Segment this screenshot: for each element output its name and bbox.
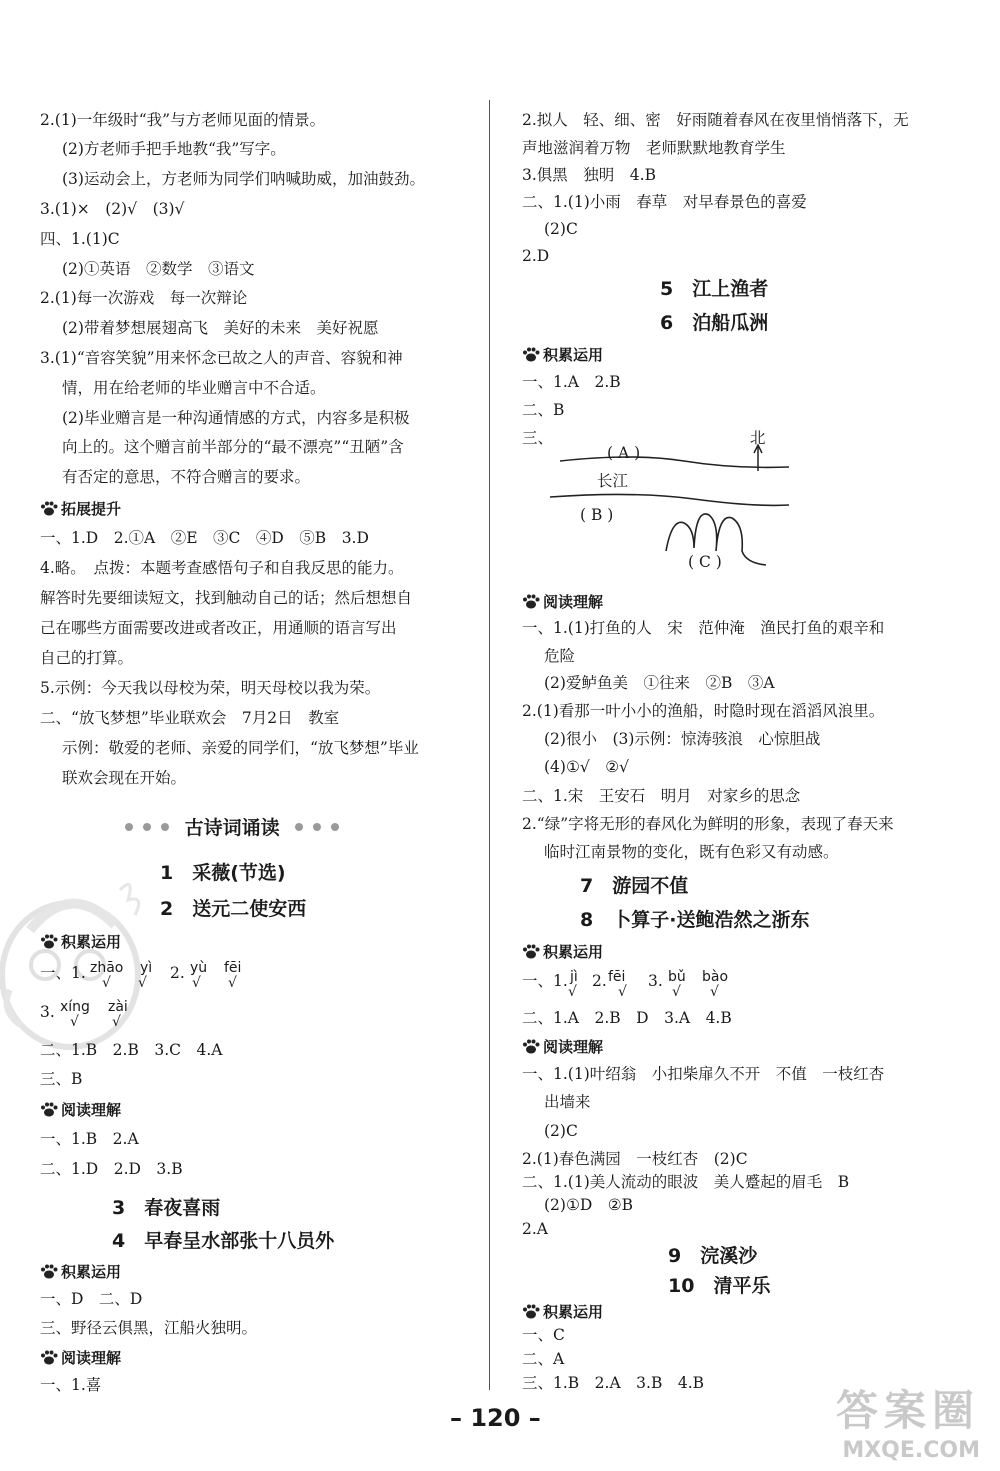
answer-line: (2)C	[544, 220, 578, 238]
pinyin-text: fēi	[224, 960, 242, 976]
section-heading	[522, 1301, 603, 1322]
paw-icon	[40, 501, 58, 516]
poem-heading: 6 泊船瓜洲	[660, 312, 769, 334]
answer-line: 2.	[170, 964, 185, 982]
river-bank-south	[550, 494, 789, 505]
answer-line: 一、1.D 2.①A ②E ③C ④D ⑤B 3.D	[40, 529, 369, 547]
paw-icon	[40, 1102, 58, 1117]
paw-icon	[522, 347, 540, 362]
check-mark: √	[710, 984, 719, 1000]
answer-line: 2.(1)一年级时“我”与方老师见面的情景。	[40, 111, 326, 129]
answer-line: 危险	[544, 647, 576, 665]
pinyin-text: bào	[702, 969, 729, 985]
poem-heading: 3 春夜喜雨	[112, 1197, 221, 1219]
answer-line: (3)运动会上，方老师为同学们呐喊助威，加油鼓劲。	[62, 170, 425, 188]
paw-icon	[522, 594, 540, 609]
dot-icon	[161, 823, 169, 831]
map-label-c: ( C )	[688, 553, 722, 571]
section-heading	[40, 498, 121, 519]
answer-line: 二、1.D 2.D 3.B	[40, 1160, 183, 1178]
check-mark: √	[102, 975, 111, 991]
answer-line: 二、B	[522, 401, 565, 419]
answer-line: 四、1.(1)C	[40, 230, 120, 248]
pinyin-text: zhāo	[90, 960, 124, 976]
answer-line: 一、1.B 2.A	[40, 1130, 139, 1148]
section-title: 积累运用	[61, 933, 122, 951]
answer-line: 二、1.(1)美人流动的眼波 美人蹙起的眉毛 B	[522, 1173, 850, 1191]
pinyin-text: bǔ	[668, 969, 686, 985]
check-mark: √	[138, 975, 147, 991]
section-heading	[40, 1347, 121, 1368]
pinyin-text: yì	[140, 960, 153, 976]
answer-line: 3.	[648, 972, 663, 990]
section-heading	[522, 344, 603, 365]
river-bank-north	[560, 457, 789, 467]
pinyin-text: zài	[108, 999, 128, 1015]
answer-line: 一、1.	[522, 972, 568, 990]
paw-icon	[40, 934, 58, 949]
section-heading	[522, 591, 603, 612]
answer-line: (2)毕业赠言是一种沟通情感的方式，内容多是积极	[62, 409, 410, 427]
answer-line: 2.	[592, 972, 607, 990]
check-mark: √	[568, 984, 577, 1000]
answer-line: 示例：敬爱的老师、亲爱的同学们，“放飞梦想”毕业	[62, 739, 419, 757]
page-number: – 120 –	[450, 1404, 541, 1432]
pinyin-text: yù	[190, 960, 208, 976]
section-title: 积累运用	[61, 1263, 122, 1281]
poem-heading: 9 浣溪沙	[668, 1245, 758, 1267]
answer-line: (2)C	[544, 1122, 578, 1140]
answer-line: 一、1.A 2.B	[522, 373, 621, 391]
answer-line: 三、	[522, 429, 554, 447]
answer-line: 2.“绿”字将无形的春风化为鲜明的形象，表现了春天来	[522, 815, 894, 833]
poem-heading: 4 早春呈水部张十八员外	[112, 1230, 335, 1252]
answer-line: 向上的。这个赠言前半部分的“最不漂亮”“丑陋”含	[62, 438, 404, 456]
section-heading	[40, 931, 121, 952]
answer-line: (2)很小 (3)示例：惊涛骇浪 心惊胆战	[544, 730, 821, 748]
banner-title: 古诗词诵读	[184, 817, 280, 839]
answer-line: (2)①D ②B	[544, 1196, 634, 1214]
answer-line: 情，用在给老师的毕业赠言中不合适。	[62, 379, 326, 397]
poem-heading: 1 采薇(节选)	[160, 862, 286, 884]
answer-line: 二、1.B 2.B 3.C 4.A	[40, 1041, 223, 1059]
answer-line: 2.拟人 轻、细、密 好雨随着春风在夜里悄悄落下，无	[522, 111, 909, 129]
answer-line: (4)①√ ②√	[544, 758, 630, 776]
answer-line: (2)方老师手把手地教“我”写字。	[62, 140, 286, 158]
answer-line: 3.	[40, 1003, 55, 1021]
watermark	[836, 1378, 980, 1463]
section-title: 积累运用	[543, 1303, 604, 1321]
section-title: 阅读理解	[543, 593, 604, 611]
watermark-text: 答案圈	[835, 1386, 980, 1435]
pinyin-text: xíng	[60, 999, 90, 1015]
answer-line: (2)带着梦想展翅高飞 美好的未来 美好祝愿	[62, 319, 379, 337]
answer-line: 3.(1)“音容笑貌”用来怀念已故之人的声音、容貌和神	[40, 349, 403, 367]
map-label-a: ( A )	[607, 444, 641, 462]
section-title: 积累运用	[543, 346, 604, 364]
answer-line: 自己的打算。	[40, 649, 134, 667]
answer-line: 二、1.(1)小雨 春草 对早春景色的喜爱	[522, 193, 807, 211]
pinyin-text: fēi	[608, 969, 626, 985]
answer-line: 解答时先要细读短文，找到触动自己的话；然后想想自	[40, 589, 413, 607]
section-title: 积累运用	[543, 943, 604, 961]
section-title: 拓展提升	[61, 500, 122, 518]
answer-line: 2.D	[522, 247, 550, 265]
answer-line: 一、1.	[40, 964, 86, 982]
map-label-b: ( B )	[580, 506, 614, 524]
map-label-river: 长江	[597, 472, 629, 490]
dot-icon	[313, 823, 321, 831]
answer-line: (2)①英语 ②数学 ③语文	[62, 260, 255, 278]
answer-line: 二、1.宋 王安石 明月 对家乡的思念	[522, 787, 801, 805]
map-label-north: 北	[750, 429, 766, 447]
section-title: 阅读理解	[61, 1101, 122, 1119]
answer-line: 一、D 二、D	[40, 1290, 143, 1308]
answer-line: 出墙来	[544, 1093, 591, 1111]
answer-line: 一、C	[522, 1326, 565, 1344]
section-heading	[522, 941, 603, 962]
check-mark: √	[672, 984, 681, 1000]
check-mark: √	[70, 1014, 79, 1030]
answer-line: 三、B	[40, 1070, 83, 1088]
paw-icon	[522, 944, 540, 959]
paw-icon	[40, 1264, 58, 1279]
answer-line: 己在哪些方面需要改进或者改正，用通顺的语言写出	[40, 619, 397, 637]
section-heading	[40, 1099, 121, 1120]
dot-icon	[295, 823, 303, 831]
poem-heading: 10 清平乐	[668, 1275, 771, 1297]
answer-line: 有否定的意思，不符合赠言的要求。	[62, 468, 311, 486]
poem-heading: 8 卜算子·送鲍浩然之浙东	[580, 909, 810, 931]
answer-line: 一、1.(1)打鱼的人 宋 范仲淹 渔民打鱼的艰辛和	[522, 619, 885, 637]
answer-line: 联欢会现在开始。	[62, 769, 187, 787]
dot-icon	[331, 823, 339, 831]
answer-line: 5.示例：今天我以母校为荣，明天母校以我为荣。	[40, 679, 381, 697]
dot-icon	[143, 823, 151, 831]
paw-icon	[40, 1350, 58, 1365]
answer-line: 2.A	[522, 1220, 548, 1238]
check-mark: √	[192, 975, 201, 991]
answer-line: 三、野径云俱黑，江船火独明。	[40, 1319, 258, 1337]
section-title: 阅读理解	[61, 1349, 122, 1367]
answer-line: 一、1.(1)叶绍翁 小扣柴扉久不开 不值 一枝红杏	[522, 1065, 885, 1083]
answer-line: 3.(1)× (2)√ (3)√	[40, 200, 185, 218]
answer-line: 二、A	[522, 1350, 565, 1368]
answer-line: 二、1.A 2.B D 3.A 4.B	[522, 1009, 732, 1027]
answer-line: 4.略。 点拨：本题考查感悟句子和自我反思的能力。	[40, 559, 404, 577]
answer-line: (2)爱鲈鱼美 ①往来 ②B ③A	[544, 674, 775, 692]
answer-line: 声地滋润着万物 老师默默地教育学生	[522, 139, 786, 157]
poem-heading: 2 送元二使安西	[160, 898, 307, 920]
column-divider	[489, 100, 490, 1390]
poem-heading: 5 江上渔者	[660, 278, 769, 300]
section-title: 阅读理解	[543, 1038, 604, 1056]
poem-heading: 7 游园不值	[580, 875, 689, 897]
check-mark: √	[228, 975, 237, 991]
answer-line: 二、“放飞梦想”毕业联欢会 7月2日 教室	[40, 709, 340, 727]
dot-icon	[125, 823, 133, 831]
section-heading	[40, 1261, 121, 1282]
answer-line: 3.俱黑 独明 4.B	[522, 166, 656, 184]
answer-line: 三、1.B 2.A 3.B 4.B	[522, 1374, 705, 1392]
banner-heading	[120, 813, 344, 840]
section-heading	[522, 1036, 603, 1057]
paw-icon	[522, 1304, 540, 1319]
answer-line: 2.(1)每一次游戏 每一次辩论	[40, 289, 248, 307]
answer-line: 临时江南景物的变化，既有色彩又有动感。	[544, 843, 839, 861]
pinyin-text: jì	[570, 969, 578, 985]
check-mark: √	[112, 1014, 121, 1030]
answer-line: 2.(1)春色满园 一枝红杏 (2)C	[522, 1150, 748, 1168]
answer-line: 2.(1)看那一叶小小的渔船，时隐时现在滔滔风浪里。	[522, 702, 885, 720]
answer-line: 一、1.喜	[40, 1376, 102, 1394]
watermark-url: MXQE.COM	[842, 1438, 980, 1463]
check-mark: √	[618, 984, 627, 1000]
paw-icon	[522, 1039, 540, 1054]
